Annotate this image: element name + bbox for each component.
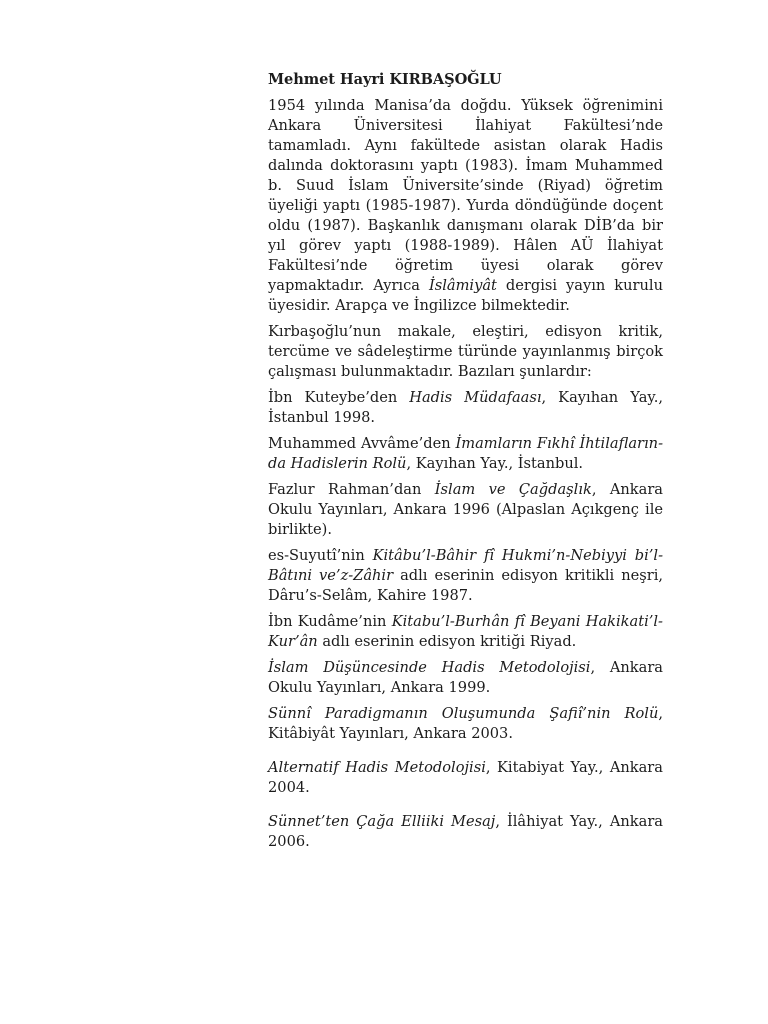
work-item [268, 388, 663, 428]
work-publisher: , Kayıhan Yay., İstanbul. [406, 455, 584, 472]
biography-paragraph [268, 96, 663, 316]
work-publisher: , Ankara Okulu Yayınları, Ankara 1999. [268, 659, 663, 696]
works-intro: Kırbaşoğlu’nun makale, eleştiri, edisyon kritik, tercüme ve sâdeleştirme türünde yayınlanmış birçok çalışması bulunmaktadır. Bazıları şunlardır: [268, 323, 663, 380]
work-item [268, 812, 663, 852]
work-author: Fazlur Rahman’dan [268, 481, 435, 498]
work-author: es-Suyutî’nin [268, 547, 373, 564]
journal-title: İslâmiyât [428, 277, 497, 294]
work-item [268, 758, 663, 798]
work-item [268, 546, 663, 606]
work-item [268, 434, 663, 474]
work-publisher: , İlâhiyat Yay., Ankara 2006. [268, 813, 663, 850]
author-name: Mehmet Hayri KIRBAŞOĞLU [268, 71, 502, 88]
document-page [268, 70, 663, 858]
work-author: İbn Kuteybe’den [268, 389, 410, 406]
work-item [268, 480, 663, 540]
work-publisher: , Kitabiyat Yay., Ankara 2004. [268, 759, 663, 796]
work-publisher: , Kitâbiyât Yayınları, Ankara 2003. [268, 705, 663, 742]
work-publisher: adlı eserinin edisyon kritikli neşri, Dâru’s-Selâm, Kahire 1987. [268, 567, 664, 604]
work-title: Kitabu’l-Burhân fî Beyani Hakikati’l-Kur’ân [268, 613, 663, 650]
work-title: Alternatif Hadis Metodolojisi [268, 759, 486, 776]
work-item [268, 704, 663, 744]
work-title: İslam Düşüncesinde Hadis Metodolojisi [268, 659, 591, 676]
biography-text: 1954 yılında Manisa’da doğdu. Yüksek öğrenimini Ankara Üniversitesi İlahiyat Fakültesi’nde tamamladı. Aynı fakültede asistan olarak Hadis dalında doktorasını yaptı (1983). İmam Muhammed b. Suud İslam Üniversite’sinde (Riyad) öğretim üyeliği yaptı (1985-1987). Yurda döndüğünde doçent oldu (1987). Başkanlık danışmanı olarak DİB’da bir yıl görev yaptı (1988-1989). Hâlen AÜ İlahiyat Fakültesi’nde öğretim üyesi olarak görev yapmaktadır. Ayrıca [268, 97, 663, 294]
work-title: İslam ve Çağdaşlık [434, 481, 592, 498]
work-title: Kitâbu’l-Bâhir fî Hukmi’n-Nebiyyi bi’l-Bâtıni ve’z-Zâhir [268, 547, 663, 584]
work-title: Sünnî Paradigmanın Oluşumunda Şafiî’nin Rolü [268, 705, 659, 722]
work-title: Sünnet’ten Çağa Elliiki Mesaj [268, 813, 496, 830]
biography-text-end: dergisi yayın kurulu üyesidir. Arapça ve İngilizce bilmektedir. [268, 277, 663, 314]
work-author: İbn Kudâme’nin [268, 613, 392, 630]
work-publisher: , Ankara Okulu Yayınları, Ankara 1996 (Alpaslan Açıkgenç ile birlikte). [268, 481, 663, 538]
work-item [268, 658, 663, 698]
work-title: İmamların Fıkhî İhtilaflarında Hadislerin Rolü [268, 435, 663, 472]
work-title: Hadis Müdafaası [409, 389, 542, 406]
work-author: Muhammed Avvâme’den [268, 435, 456, 452]
works-list [268, 388, 663, 852]
work-publisher: adlı eserinin edisyon kritiği Riyad. [317, 633, 577, 650]
work-publisher: , Kayıhan Yay., İstanbul 1998. [268, 389, 663, 426]
work-item [268, 612, 663, 652]
